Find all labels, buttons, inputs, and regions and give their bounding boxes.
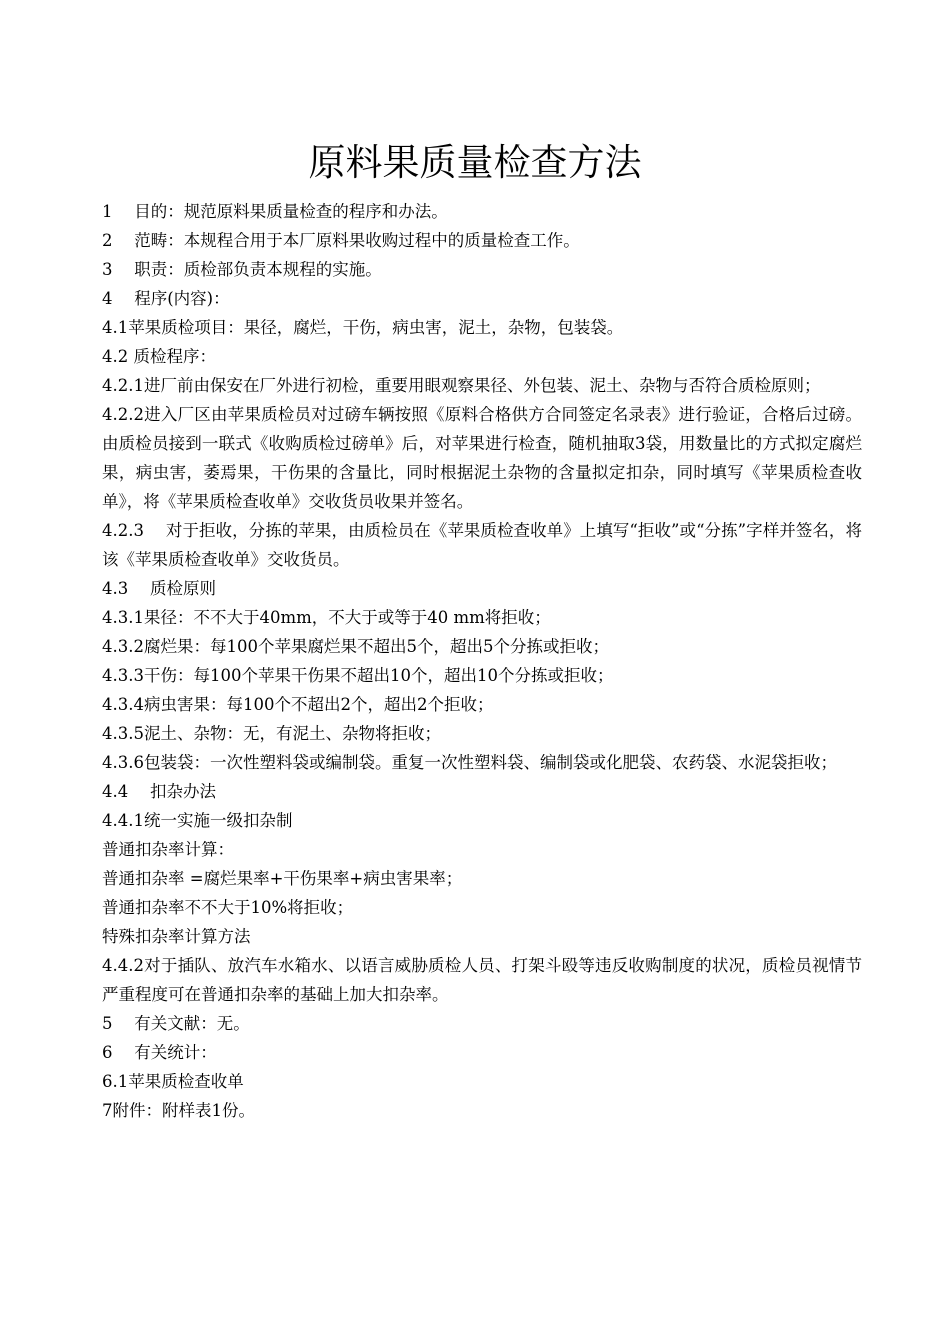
paragraph: 普通扣杂率 =腐烂果率+干伤果率+病虫害果率； bbox=[102, 869, 463, 888]
paragraph: 4.1苹果质检项目：果径，腐烂，干伤，病虫害，泥土，杂物，包装袋。 bbox=[102, 318, 624, 337]
paragraph: 4.3.2腐烂果：每100个苹果腐烂果不超出5个，超出5个分拣或拒收； bbox=[102, 637, 609, 656]
paragraph: 5 有关文献：无。 bbox=[102, 1014, 250, 1033]
paragraph: 6.1苹果质检查收单 bbox=[102, 1072, 244, 1091]
paragraph: 普通扣杂率计算： bbox=[102, 840, 234, 859]
paragraph: 2 范畴：本规程合用于本厂原料果收购过程中的质量检查工作。 bbox=[102, 231, 580, 250]
paragraph: 4.2 质检程序： bbox=[102, 347, 216, 366]
paragraph: 4.2.2进入厂区由苹果质检员对过磅车辆按照《原料合格供方合同签定名录表》进行验证，合格后过磅。由质检员接到一联式《收购质检过磅单》后，对苹果进行检查，随机抽取3袋，用数量比的方式拟定腐烂果，病虫害，萎焉果，干伤果的含量比，同时根据泥土杂物的含量拟定扣杂，同时填写《苹果质检查收单》，将《苹果质检查收单》交收货员收果并签名。 bbox=[102, 405, 862, 511]
paragraph: 特殊扣杂率计算方法 bbox=[102, 927, 251, 946]
paragraph: 7附件：附样表1份。 bbox=[102, 1101, 255, 1120]
paragraph: 4.2.1进厂前由保安在厂外进行初检，重要用眼观察果径、外包装、泥土、杂物与否符合质检原则； bbox=[102, 376, 821, 395]
paragraph: 4.3.4病虫害果：每100个不超出2个，超出2个拒收； bbox=[102, 695, 494, 714]
paragraph: 4.3.5泥土、杂物：无，有泥土、杂物将拒收； bbox=[102, 724, 441, 743]
paragraph: 4.3.1果径：不不大于40mm，不大于或等于40 mm将拒收； bbox=[102, 608, 551, 627]
paragraph: 4.4 扣杂办法 bbox=[102, 782, 216, 801]
page-title: 原料果质量检查方法 bbox=[308, 141, 642, 184]
paragraph: 普通扣杂率不不大于10%将拒收； bbox=[102, 898, 354, 917]
paragraph: 4 程序(内容)： bbox=[102, 289, 230, 308]
paragraph: 4.2.3 对于拒收，分拣的苹果，由质检员在《苹果质检查收单》上填写“拒收”或“分拣”字样并签名，将该《苹果质检查收单》交收货员。 bbox=[102, 521, 862, 569]
paragraph: 4.3.3干伤：每100个苹果干伤果不超出10个，超出10个分拣或拒收； bbox=[102, 666, 614, 685]
paragraph: 4.4.1统一实施一级扣杂制 bbox=[102, 811, 293, 830]
document-body bbox=[102, 197, 862, 1125]
paragraph: 4.4.2对于插队、放汽车水箱水、以语言威胁质检人员、打架斗殴等违反收购制度的状况，质检员视情节严重程度可在普通扣杂率的基础上加大扣杂率。 bbox=[102, 956, 862, 1004]
paragraph: 4.3.6包装袋：一次性塑料袋或编制袋。重复一次性塑料袋、编制袋或化肥袋、农药袋、水泥袋拒收； bbox=[102, 753, 837, 772]
paragraph: 4.3 质检原则 bbox=[102, 579, 216, 598]
paragraph: 6 有关统计： bbox=[102, 1043, 217, 1062]
paragraph: 3 职责：质检部负责本规程的实施。 bbox=[102, 260, 382, 279]
paragraph: 1 目的：规范原料果质量检查的程序和办法。 bbox=[102, 202, 448, 221]
